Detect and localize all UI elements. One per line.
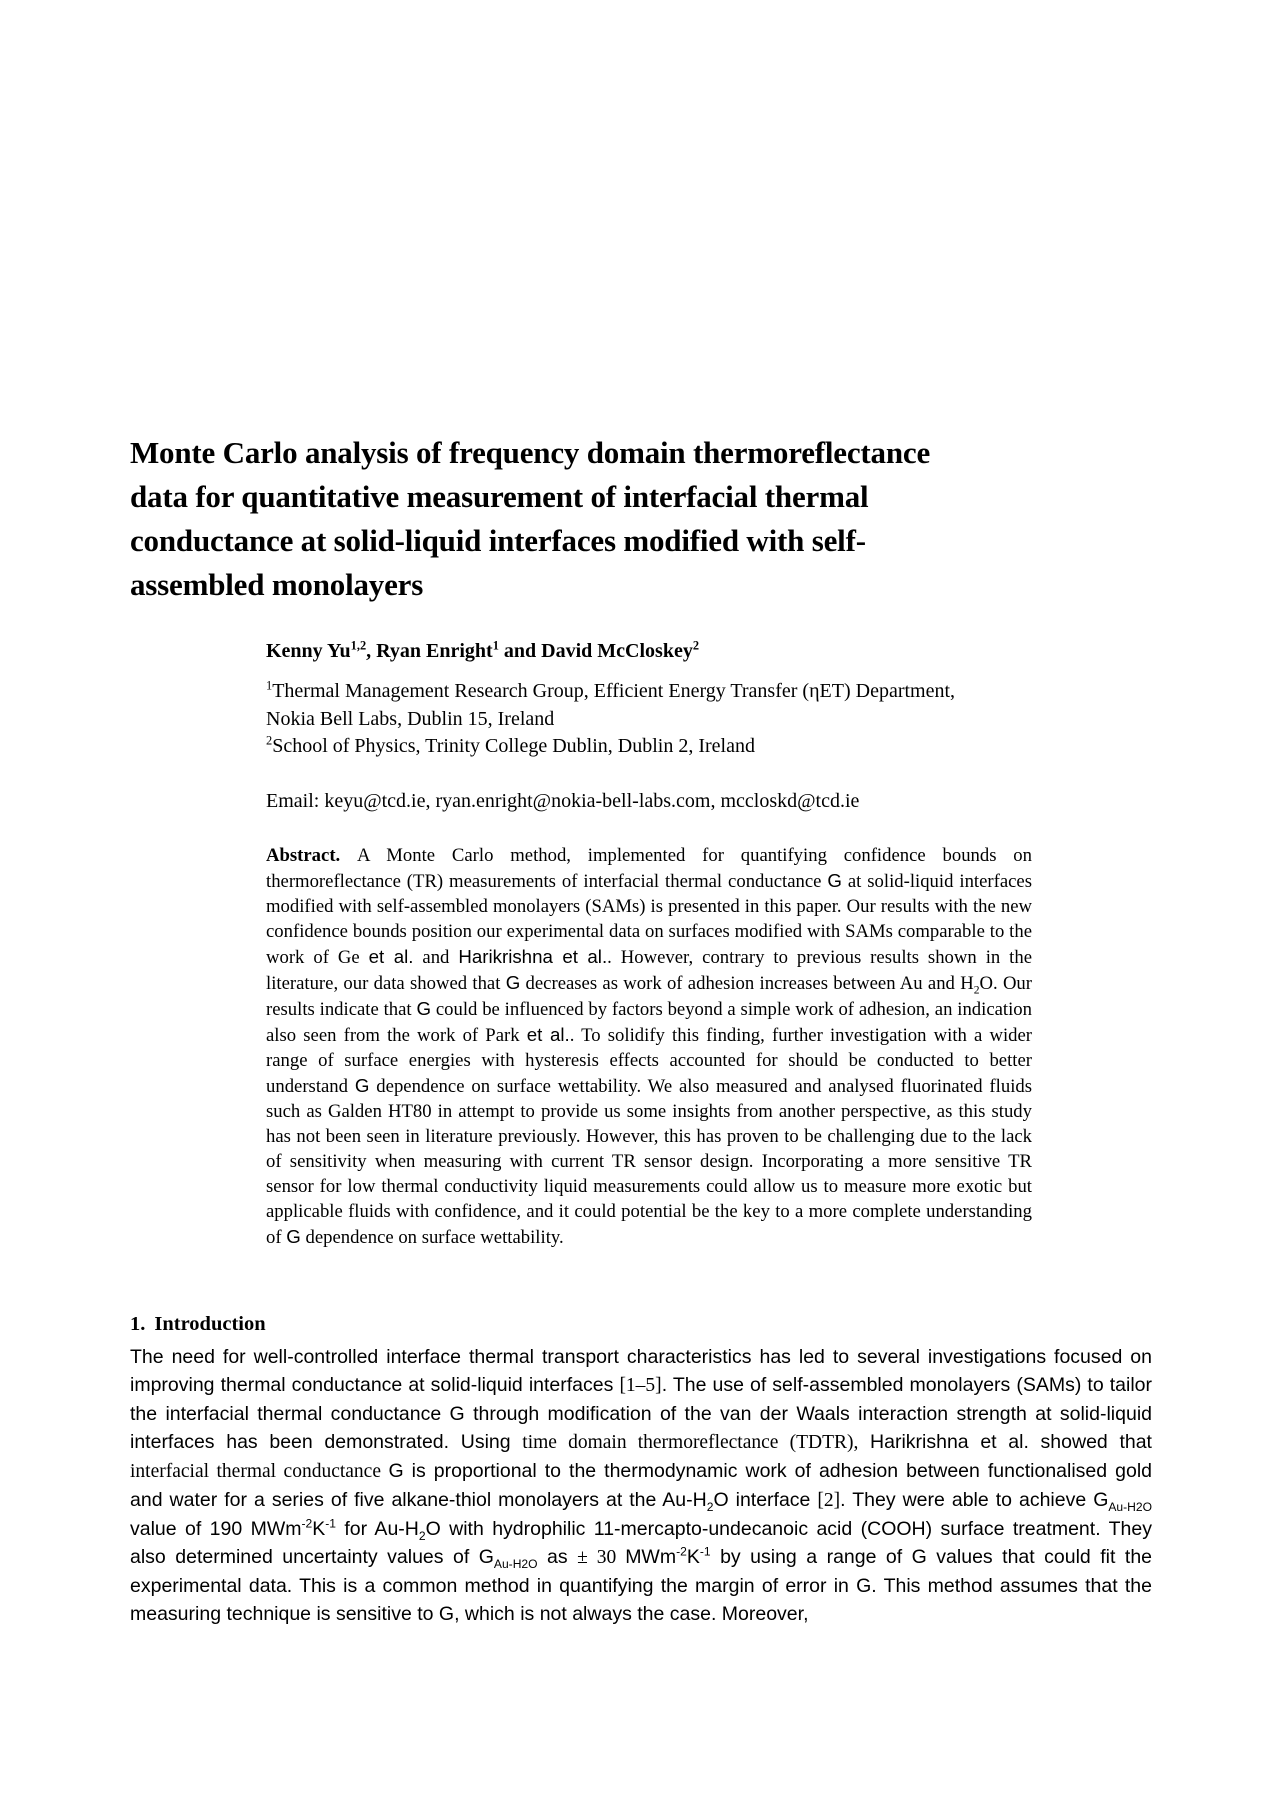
paper-title-line: data for quantitative measurement of interfacial thermal — [130, 478, 869, 514]
section-heading-introduction — [130, 1313, 266, 1336]
affiliations: $^1$Thermal Management Research Group, Efficient Energy Transfer (ηET) Department, Nokia Bell Labs, Dublin 15, Ireland $^2$School of Physics, Trinity College Dublin, Dublin 2, Ireland — [266, 678, 956, 757]
paper-title-line: Monte Carlo analysis of frequency domain thermoreflectance — [130, 434, 931, 470]
paper-title — [130, 431, 1130, 607]
section-title: Introduction — [154, 1313, 266, 1335]
paper-title-line: conductance at solid-liquid interfaces modified with self- — [130, 522, 866, 558]
intro-paragraph: The need for well-controlled interface thermal transport characteristics has led to several investigations focused on improving thermal conductance at solid-liquid interfaces [1–5]. The use of self-assembled monolayers (SAMs) to tailor the interfacial thermal conductance G through modification of the van der Waals interaction strength at solid-liquid interfaces has been demonstrated. Using time domain thermoreflectance (TDTR), Harikrishna et al. showed that interfacial thermal conductance G is proportional to the thermodynamic work of adhesion between functionalised gold and water for a series of five alkane-thiol monolayers at the $Au-H_2O$ interface [2]. They were able to achieve $G_{Au-H2O}$ value of 190 $MWm^{-2}K^{-1}$ for $Au-H_2O$ with hydrophilic 11-mercapto-undecanoic acid (COOH) surface treatment. They also determined uncertainty values of $G_{Au-H2O}$ as ± 30 $MWm^{-2}K^{-1}$ by using a range of G values that could fit the experimental data. This is a common method in quantifying the margin of error in G. This method assumes that the measuring technique is sensitive to G, which is not always the case. Moreover, — [130, 1346, 1153, 1625]
paper-title-line: assembled monolayers — [130, 566, 424, 602]
author-list: Kenny Yu$^{1,2}$, Ryan Enright$^1$ and David McCloskey$^2$ — [266, 638, 700, 662]
email-line: Email: keyu@tcd.ie, ryan.enright@nokia-bell-labs.com, mccloskd@tcd.ie — [266, 790, 860, 812]
section-number: 1. — [130, 1313, 146, 1335]
abstract: Abstract. A Monte Carlo method, implemented for quantifying confidence bounds on thermoreflectance (TR) measurements of interfacial thermal conductance G at solid-liquid interfaces modified with self-assembled monolayers (SAMs) is presented in this paper. Our results with the new confidence bounds position our experimental data on surfaces modified with SAMs comparable to the work of Ge et al. and Harikrishna et al.. However, contrary to previous results shown in the literature, our data showed that G decreases as work of adhesion increases between Au and $H_2O$. Our results indicate that G could be influenced by factors beyond a simple work of adhesion, an indication also seen from the work of Park et al.. To solidify this finding, further investigation with a wider range of surface energies with hysteresis effects accounted for should be conducted to better understand G dependence on surface wettability. We also measured and analysed fluorinated fluids such as Galden HT80 in attempt to provide us some insights from another perspective, as this study has not been seen in literature previously. However, this has proven to be challenging due to the lack of sensitivity when measuring with current TR sensor design. Incorporating a more sensitive TR sensor for low thermal conductivity liquid measurements could allow us to measure more exotic but applicable fluids with confidence, and it could potential be the key to a more complete understanding of G dependence on surface wettability. — [266, 845, 1033, 1248]
